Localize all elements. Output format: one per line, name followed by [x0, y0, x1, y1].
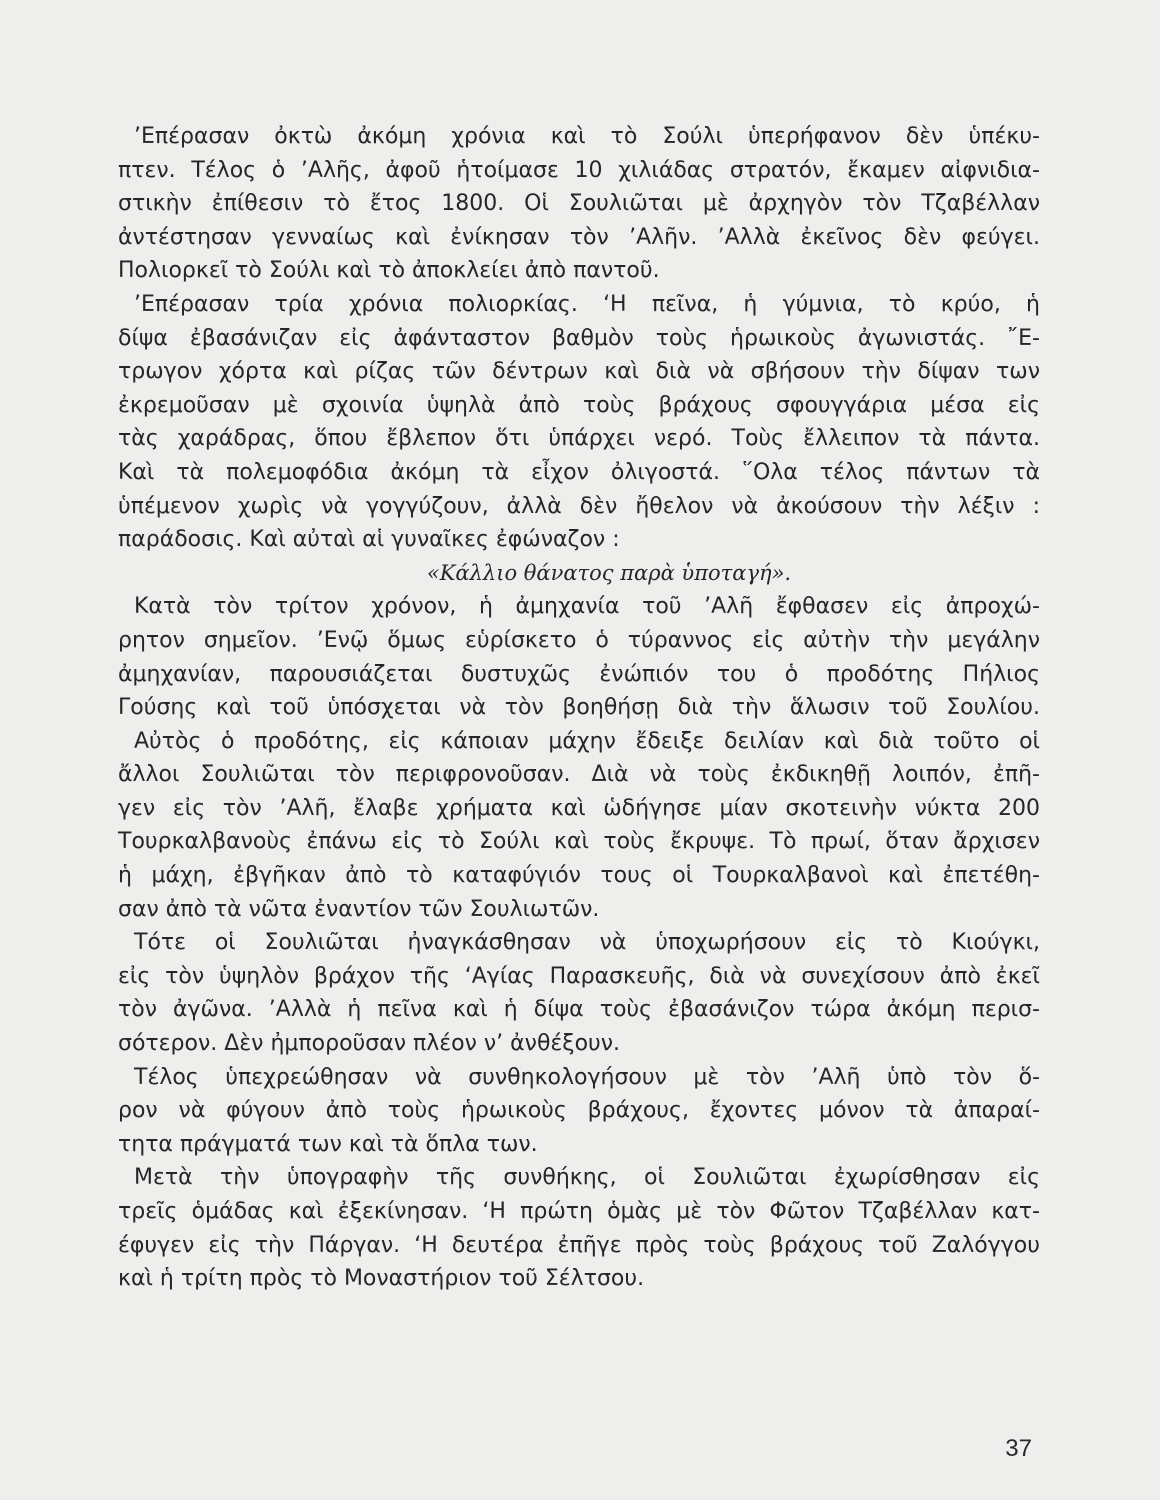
text-line: Μετὰ τὴν ὑπογραφὴν τῆς συνθήκης, οἱ Σουλιῶται ἐχωρίσθησαν εἰς [134, 1165, 1040, 1191]
text-line: καὶ ἡ τρίτη πρὸς τὸ Μοναστήριον τοῦ Σέλτσου. [118, 1266, 645, 1292]
text-line: ὑπέμενον χωρὶς νὰ γογγύζουν, ἀλλὰ δὲν ἤθελον νὰ ἀκούσουν τὴν λέξιν : [118, 493, 1040, 519]
text-line: ’Επέρασαν τρία χρόνια πολιορκίας. ‘Η πεῖνα, ἡ γύμνια, τὸ κρύο, ἡ [134, 291, 1040, 317]
text-line: ρητον σημεῖον. ’Ενῷ ὅμως εὑρίσκετο ὁ τύραννος εἰς αὐτὴν τὴν μεγάλην [118, 627, 1040, 653]
quote-line: «Κάλλιο θάνατος παρὰ ὑποταγή». [426, 560, 792, 585]
text-line: Αὐτὸς ὁ προδότης, εἰς κάποιαν μάχην ἔδειξε δειλίαν καὶ διὰ τοῦτο οἱ [134, 728, 1040, 754]
text-line: τὰς χαράδρας, ὅπου ἔβλεπον ὅτι ὑπάρχει νερό. Τοὺς ἔλλειπον τὰ πάντα. [118, 426, 1040, 452]
text-line: ρον νὰ φύγουν ἀπὸ τοὺς ἡρωικοὺς βράχους, ἔχοντες μόνον τὰ ἀπαραί- [118, 1098, 1040, 1124]
text-line: στικὴν ἐπίθεσιν τὸ ἔτος 1800. Οἱ Σουλιῶται μὲ ἀρχηγὸν τὸν Τζαβέλλαν [118, 191, 1040, 217]
text-line: Κατὰ τὸν τρίτον χρόνον, ἡ ἀμηχανία τοῦ ’Αλῆ ἔφθασεν εἰς ἀπροχώ- [134, 594, 1040, 620]
text-line: τρωγον χόρτα καὶ ρίζας τῶν δέντρων καὶ διὰ νὰ σβήσουν τὴν δίψαν των [118, 359, 1040, 385]
text-line: πτεν. Τέλος ὁ ’Αλῆς, ἀφοῦ ἡτοίμασε 10 χιλιάδας στρατόν, ἔκαμεν αἰφνιδια- [118, 157, 1040, 183]
text-line: παράδοσις. Καὶ αὐταὶ αἱ γυναῖκες ἐφώναζον : [118, 527, 620, 553]
page-number: 37 [1005, 1435, 1032, 1462]
text-line: ἀμηχανίαν, παρουσιάζεται δυστυχῶς ἐνώπιόν του ὁ προδότης Πήλιος [118, 661, 1040, 687]
text-line: Τότε οἱ Σουλιῶται ἠναγκάσθησαν νὰ ὑποχωρήσουν εἰς τὸ Κιούγκι, [134, 930, 1040, 956]
text-line: ἀντέστησαν γενναίως καὶ ἐνίκησαν τὸν ’Αλῆν. ’Αλλὰ ἐκεῖνος δὲν φεύγει. [118, 224, 1040, 250]
text-line: Γούσης καὶ τοῦ ὑπόσχεται νὰ τὸν βοηθήσῃ διὰ τὴν ἅλωσιν τοῦ Σουλίου. [118, 695, 1040, 721]
text-line: εἰς τὸν ὑψηλὸν βράχον τῆς ‘Αγίας Παρασκευῆς, διὰ νὰ συνεχίσουν ἀπὸ ἐκεῖ [118, 963, 1040, 989]
text-line: ἄλλοι Σουλιῶται τὸν περιφρονοῦσαν. Διὰ νὰ τοὺς ἐκδικηθῇ λοιπόν, ἐπῆ- [118, 762, 1040, 788]
text-line: δίψα ἐβασάνιζαν εἰς ἀφάνταστον βαθμὸν τοὺς ἡρωικοὺς ἀγωνιστάς. ῎Ε- [118, 325, 1040, 351]
text-line: Τουρκαλβανοὺς ἐπάνω εἰς τὸ Σούλι καὶ τοὺς ἔκρυψε. Τὸ πρωί, ὅταν ἄρχισεν [118, 829, 1040, 855]
text-line: σότερον. Δὲν ἠμποροῦσαν πλέον ν’ ἀνθέξουν. [118, 1031, 621, 1057]
text-line: Πολιορκεῖ τὸ Σούλι καὶ τὸ ἀποκλείει ἀπὸ παντοῦ. [118, 258, 660, 284]
text-line: ἡ μάχη, ἐβγῆκαν ἀπὸ τὸ καταφύγιόν τους οἱ Τουρκαλβανοὶ καὶ ἐπετέθη- [118, 863, 1040, 889]
body-text [118, 120, 1040, 1296]
text-line: ἐκρεμοῦσαν μὲ σχοινία ὑψηλὰ ἀπὸ τοὺς βράχους σφουγγάρια μέσα εἰς [118, 392, 1040, 418]
text-line: ’Επέρασαν ὀκτὼ ἀκόμη χρόνια καὶ τὸ Σούλι ὑπερήφανον δὲν ὑπέκυ- [134, 124, 1040, 149]
text-line: σαν ἀπὸ τὰ νῶτα ἐναντίον τῶν Σουλιωτῶν. [118, 896, 600, 922]
text-line: γεν εἰς τὸν ’Αλῆ, ἔλαβε χρήματα καὶ ὡδήγησε μίαν σκοτεινὴν νύκτα 200 [118, 795, 1040, 821]
text-line: τρεῖς ὁμάδας καὶ ἐξεκίνησαν. ‘Η πρώτη ὁμὰς μὲ τὸν Φῶτον Τζαβέλλαν κατ- [118, 1199, 1040, 1224]
text-line: τητα πράγματά των καὶ τὰ ὅπλα των. [118, 1131, 538, 1157]
text-line: τὸν ἀγῶνα. ’Αλλὰ ἡ πεῖνα καὶ ἡ δίψα τοὺς ἐβασάνιζον τώρα ἀκόμη περισ- [118, 997, 1040, 1023]
text-line: Καὶ τὰ πολεμοφόδια ἀκόμη τὰ εἶχον ὀλιγοστά. ῞Ολα τέλος πάντων τὰ [118, 459, 1040, 485]
text-line: έφυγεν εἰς τὴν Πάργαν. ‘Η δευτέρα ἐπῆγε πρὸς τοὺς βράχους τοῦ Ζαλόγγου [118, 1232, 1040, 1258]
text-line: Τέλος ὑπεχρεώθησαν νὰ συνθηκολογήσουν μὲ τὸν ’Αλῆ ὑπὸ τὸν ὅ- [134, 1064, 1040, 1090]
